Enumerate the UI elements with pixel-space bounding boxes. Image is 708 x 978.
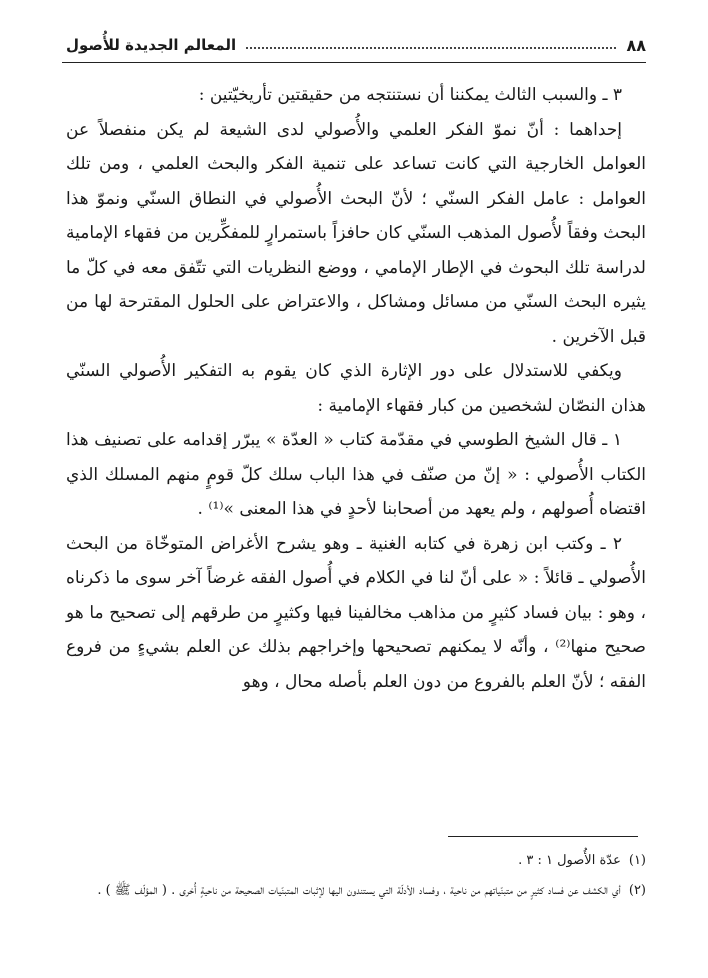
footnote [66, 848, 646, 874]
footnote-text: عدّة الأُصول ١ : ٣ . [518, 853, 621, 868]
footnote-number: (١) [628, 853, 646, 868]
running-title: المعالم الجديدة للأُصول [66, 36, 237, 54]
paragraph: ٣ ـ والسبب الثالث يمكننا أن نستنتجه من حقيقتين تأريخيّتين : [198, 85, 622, 105]
paragraph: إحداهما : أنّ نموّ الفكر العلمي والأُصولي لدى الشيعة لم يكن منفصلاً عن العوامل الخارجية التي كانت تساعد على تنمية الفكر والبحث العلمي ، ومن تلك العوامل : عامل الفكر السنّي ؛ لأنّ البحث الأُصولي في النطاق السنّي ونموّ هذا البحث وفقاً لأُصول المذهب السنّي كان حافزاً باستمرارٍ للمفكِّرين من فقهاء الإمامية لدراسة تلك البحوث في الإطار الإمامي ، ووضع النظريات التي تتّفق معه في كلّ ما يثيره البحث السنّي من مسائل ومشاكل ، والاعتراض على الحلول المقترحة لها من قبل الآخرين . [66, 119, 646, 347]
page-number: ٨٨ [626, 35, 646, 55]
footnotes [66, 848, 646, 908]
paragraph: ويكفي للاستدلال على دور الإثارة الذي كان يقوم به التفكير الأُصولي السنّي هذان النصّان لشخصين من كبار فقهاء الإمامية : [66, 361, 646, 416]
footnote-number: (٢) [628, 883, 646, 898]
paragraph: ٢ ـ وكتب ابن زهرة في كتابه الغنية ـ وهو يشرح الأغراض المتوخّاة من البحث الأُصولي ـ قائلاً : « على أنّ لنا في الكلام في أُصول الفقه غرضاً آخر سوى ما ذكرناه ، وهو : بيان فساد كثيرٍ من مذاهب مخالفينا فيها وكثيرٍ من طرقهم إلى تصحيح ما هو صحيح منها⁽²⁾ ، وأنّه لا يمكنهم تصحيحها وإخراجهم بذلك عن العلم بشيءٍ من فروع الفقه ؛ لأنّ العلم بالفروع من دون العلم بأصله محال ، وهو [66, 533, 646, 692]
main-text [66, 78, 646, 699]
footnote [66, 878, 646, 904]
paragraph: ١ ـ قال الشيخ الطوسي في مقدّمة كتاب « العدّة » يبرّر إقدامه على تصنيف هذا الكتاب الأُصولي : « إنّ من صنّف في هذا الباب سلك كلّ قومٍ منهم المسلك الذي اقتضاه أُصولهم ، ولم يعهد من أصحابنا لأحدٍ في هذا المعنى »⁽¹⁾ . [66, 430, 646, 519]
footnote-text: أي الكشف عن فساد كثيرٍ من متبنّياتهم من ناحية ، وفساد الأدلّة التي يستندون اليها لإثبات المتبنّيات الصحيحة من ناحيةٍ أُخرى . ( المؤلّف ﷺ ) . [97, 883, 621, 898]
running-header [66, 30, 646, 60]
footnote-rule [448, 836, 638, 837]
header-leader-dots [246, 47, 616, 49]
header-rule [62, 62, 646, 63]
